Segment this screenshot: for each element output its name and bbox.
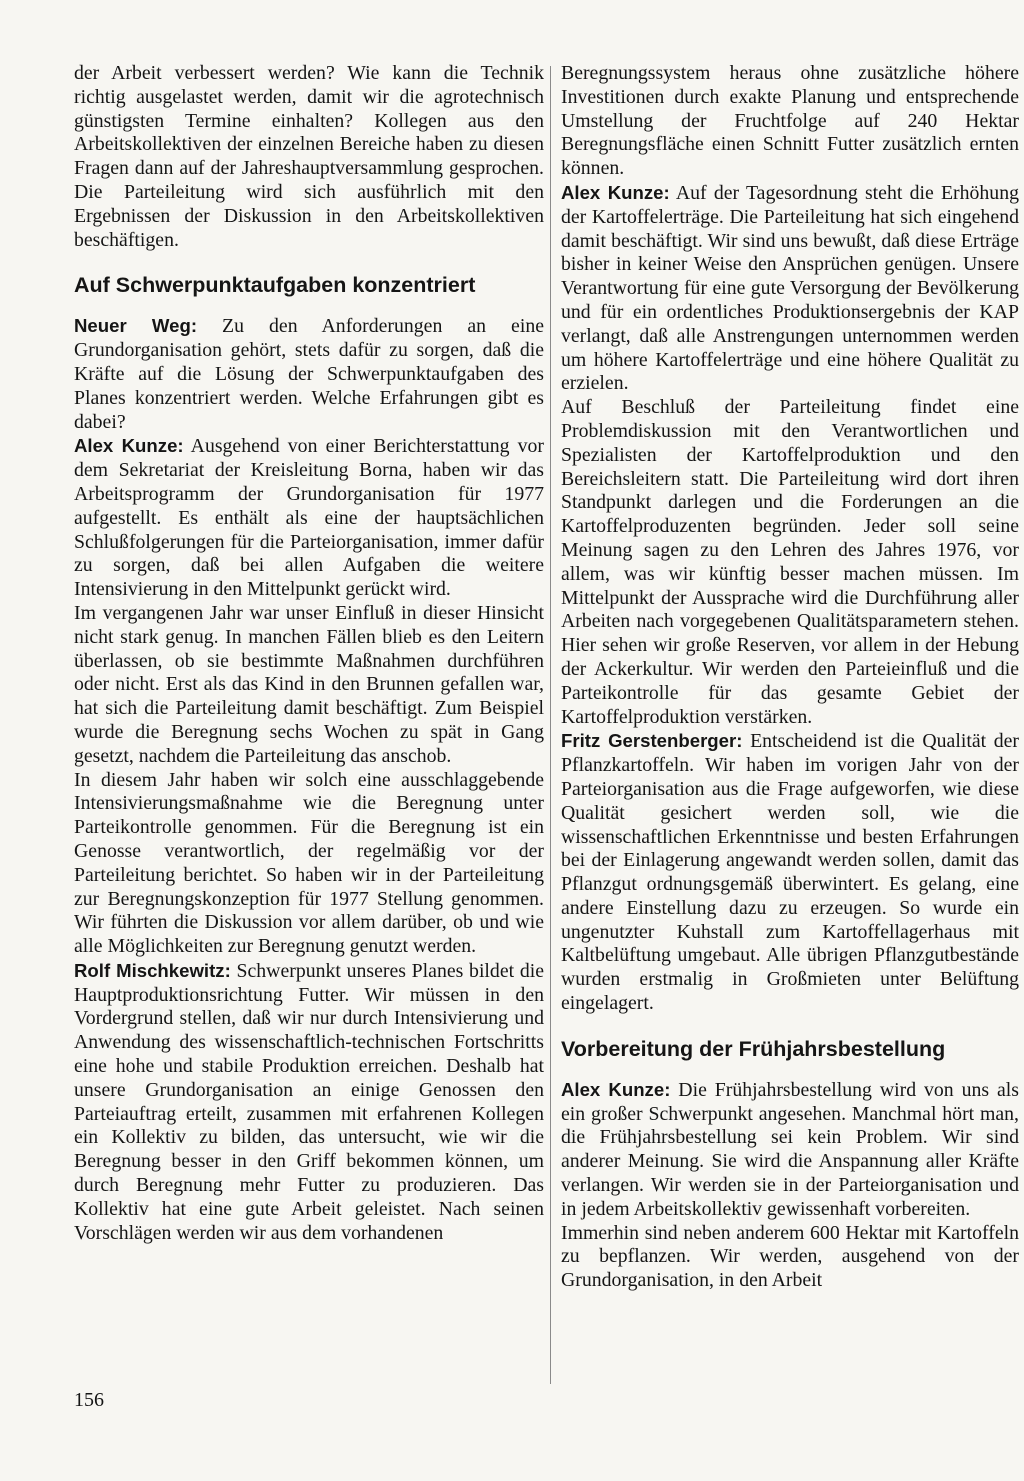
paragraph-intro: der Arbeit verbessert werden? Wie kann die Technik richtig ausgelastet werden, damit wir die agrotechnisch günstigsten Termine einhalten? Kollegen aus den Arbeitskollektiven der einzelnen Bereiche haben zu diesen Fragen dann auf der Jahreshauptversammlung gesprochen. Die Parteileitung wird sich ausführlich mit den Ergebnissen der Diskussion in den Arbeitskollektiven beschäftigen. xyxy=(74,62,544,251)
question-paragraph xyxy=(74,314,544,434)
answer-paragraph-kunze-2 xyxy=(561,181,1019,396)
speaker-label: Alex Kunze: xyxy=(561,181,670,203)
paragraph-immerhin: Immerhin sind neben anderem 600 Hektar mit Kartoffeln zu bepflanzen. Wir werden, ausgehend von der Grundorganisation, in den Arbeit xyxy=(561,1221,1019,1292)
column-divider xyxy=(550,66,551,1384)
paragraph-vergangenes-jahr: Im vergangenen Jahr war unser Einfluß in dieser Hinsicht nicht stark genug. In manchen Fällen blieb es den Leitern überlassen, ob sie bestimmte Maßnahmen durchführen oder nicht. Erst als das Kind in den Brunnen gefallen war, hat sich die Parteileitung damit beschäftigt. Zum Beispiel wurde die Beregnung sechs Wochen zu spät in Gang gesetzt, nachdem die Parteileitung das anschob. xyxy=(74,601,544,767)
section-heading-schwerpunktaufgaben: Auf Schwerpunktaufgaben konzentriert xyxy=(74,273,476,298)
left-column xyxy=(74,62,544,1245)
paragraph-beschluss: Auf Beschluß der Parteileitung findet eine Problemdiskussion mit den Verantwortlichen und Spezialisten der Kartoffelproduktion und den Bereichsleitern statt. Die Parteileitung wird dort ihren Standpunkt darlegen und die Forderungen an die Kartoffelproduzenten begründen. Jeder soll seine Meinung sagen zu den Lehren des Jahres 1976, vor allem, was wir künftig besser machen müssen. Im Mittelpunkt der Aussprache wird die Durchführung aller Arbeiten nach vorgegebenen Qualitätsparametern stehen. Hier sehen wir große Reserven, vor allem in der Hebung der Ackerkultur. Wir werden den Parteieinfluß und die Parteikontrolle für das gesamte Gebiet der Kartoffelproduktion verstärken. xyxy=(561,396,1019,728)
answer-text: Schwerpunkt unseres Planes bildet die Hauptproduktionsrichtung Futter. Wir müssen in den Vordergrund stellen, daß wir nur durch Intensivierung und Anwendung des wissenschaftlich-technischen Fortschritts eine hohe und stabile Produktion erreichen. Deshalb hat unsere Grundorganisation an einige Genossen den Parteiauftrag erteilt, zusammen mit erfahrenen Kollegen ein Kollektiv zu bilden, das untersucht, wie wir die Beregnung besser in den Griff bekommen können, um durch Beregnung mehr Futter zu produzieren. Das Kollektiv hat eine gute Arbeit geleistet. Nach seinen Vorschlägen werden wir aus dem vorhandenen xyxy=(74,959,544,1244)
answer-paragraph-kunze-1 xyxy=(74,434,544,602)
speaker-label: Neuer Weg: xyxy=(74,315,198,337)
answer-paragraph-gerstenberger xyxy=(561,729,1019,1016)
paragraph-dieses-jahr: In diesem Jahr haben wir solch eine ausschlaggebende Intensivierungsmaßnahme wie die Beregnung unter Parteikontrolle genommen. Für die Beregnung ist ein Genosse verantwortlich, der regelmäßig vor der Parteileitung berichtet. So haben wir in der Parteileitung zur Beregnungskonzeption für 1977 Stellung genommen. Wir führten die Diskussion vor allem darüber, ob und wie alle Möglichkeiten zur Beregnung genutzt werden. xyxy=(74,768,544,958)
right-column xyxy=(561,62,1019,1293)
speaker-label: Alex Kunze: xyxy=(74,435,184,457)
answer-text: Die Frühjahrsbestellung wird von uns als ein großer Schwerpunkt angesehen. Manchmal hört man, die Frühjahrsbestellung sei kein Problem. Wir sind anderer Meinung. Sie wird die Anspannung aller Kräfte verlangen. Wir werden sie in der Parteiorganisation und in jedem Arbeitskollektiv gewissenhaft vorbereiten. xyxy=(561,1078,1019,1220)
speaker-label: Fritz Gerstenberger: xyxy=(561,730,743,752)
speaker-label: Rolf Mischkewitz: xyxy=(74,959,231,981)
paragraph-continuation: Beregnungssystem heraus ohne zusätzliche höhere Investitionen durch exakte Planung und entsprechende Umstellung der Fruchtfolge auf 240 Hektar Beregnungsfläche einen Schnitt Futter zusätzlich ernten können. xyxy=(561,62,1019,180)
answer-text: Entscheidend ist die Qualität der Pflanzkartoffeln. Wir haben im vorigen Jahr von der Parteiorganisation aus die Frage aufgeworfen, wie diese Qualität gesichert werden soll, wie die wissenschaftlichen Erkenntnisse und besten Erfahrungen bei der Einlagerung angewandt werden sollen, damit das Pflanzgut ordnungsgemäß überwintert. Es gelang, eine andere Einstellung dazu zu erzeugen. So wurde ein ungenutzter Kuhstall zum Kartoffellagerhaus mit Kaltbelüftung umgebaut. Alle übrigen Pflanzgutbestände wurden erstmalig in Großmieten unter Belüftung eingelagert. xyxy=(561,730,1019,1015)
answer-paragraph-kunze-3 xyxy=(561,1078,1019,1222)
speaker-label: Alex Kunze: xyxy=(561,1078,671,1100)
answer-text: Ausgehend von einer Berichterstattung vor dem Sekretariat der Kreisleitung Borna, haben wir das Arbeitsprogramm der Grundorganisation für 1977 aufgestellt. Es enthält als eine der hauptsächlichen Schlußfolgerungen für die Parteiorganisation, immer dafür zu sorgen, daß bei allen Aufgaben die weitere Intensivierung in den Mittelpunkt gerückt wird. xyxy=(74,435,544,601)
section-heading-fruehjahrsbestellung: Vorbereitung der Frühjahrsbestellung xyxy=(561,1036,946,1061)
question-text: Zu den Anforderungen an eine Grundorganisation gehört, stets dafür zu sorgen, daß die Kräfte auf die Lösung der Schwerpunktaufgaben des Planes konzentriert werden. Welche Erfahrungen gibt es dabei? xyxy=(74,315,544,433)
page-number: 156 xyxy=(74,1389,104,1411)
answer-paragraph-mischkewitz xyxy=(74,959,544,1246)
answer-text: Auf der Tagesordnung steht die Erhöhung der Kartoffelerträge. Die Parteileitung hat sich eingehend damit beschäftigt. Wir sind uns bewußt, daß diese Erträge bisher in keiner Weise den Ansprüchen genügen. Unsere Verantwortung für eine gute Versorgung der Bevölkerung und für ein ordentliches Produktionsergebnis der KAP verlangt, daß alle Anstrengungen unternommen werden um höhere Kartoffelerträge und eine höhere Qualität zu erzielen. xyxy=(561,181,1019,395)
